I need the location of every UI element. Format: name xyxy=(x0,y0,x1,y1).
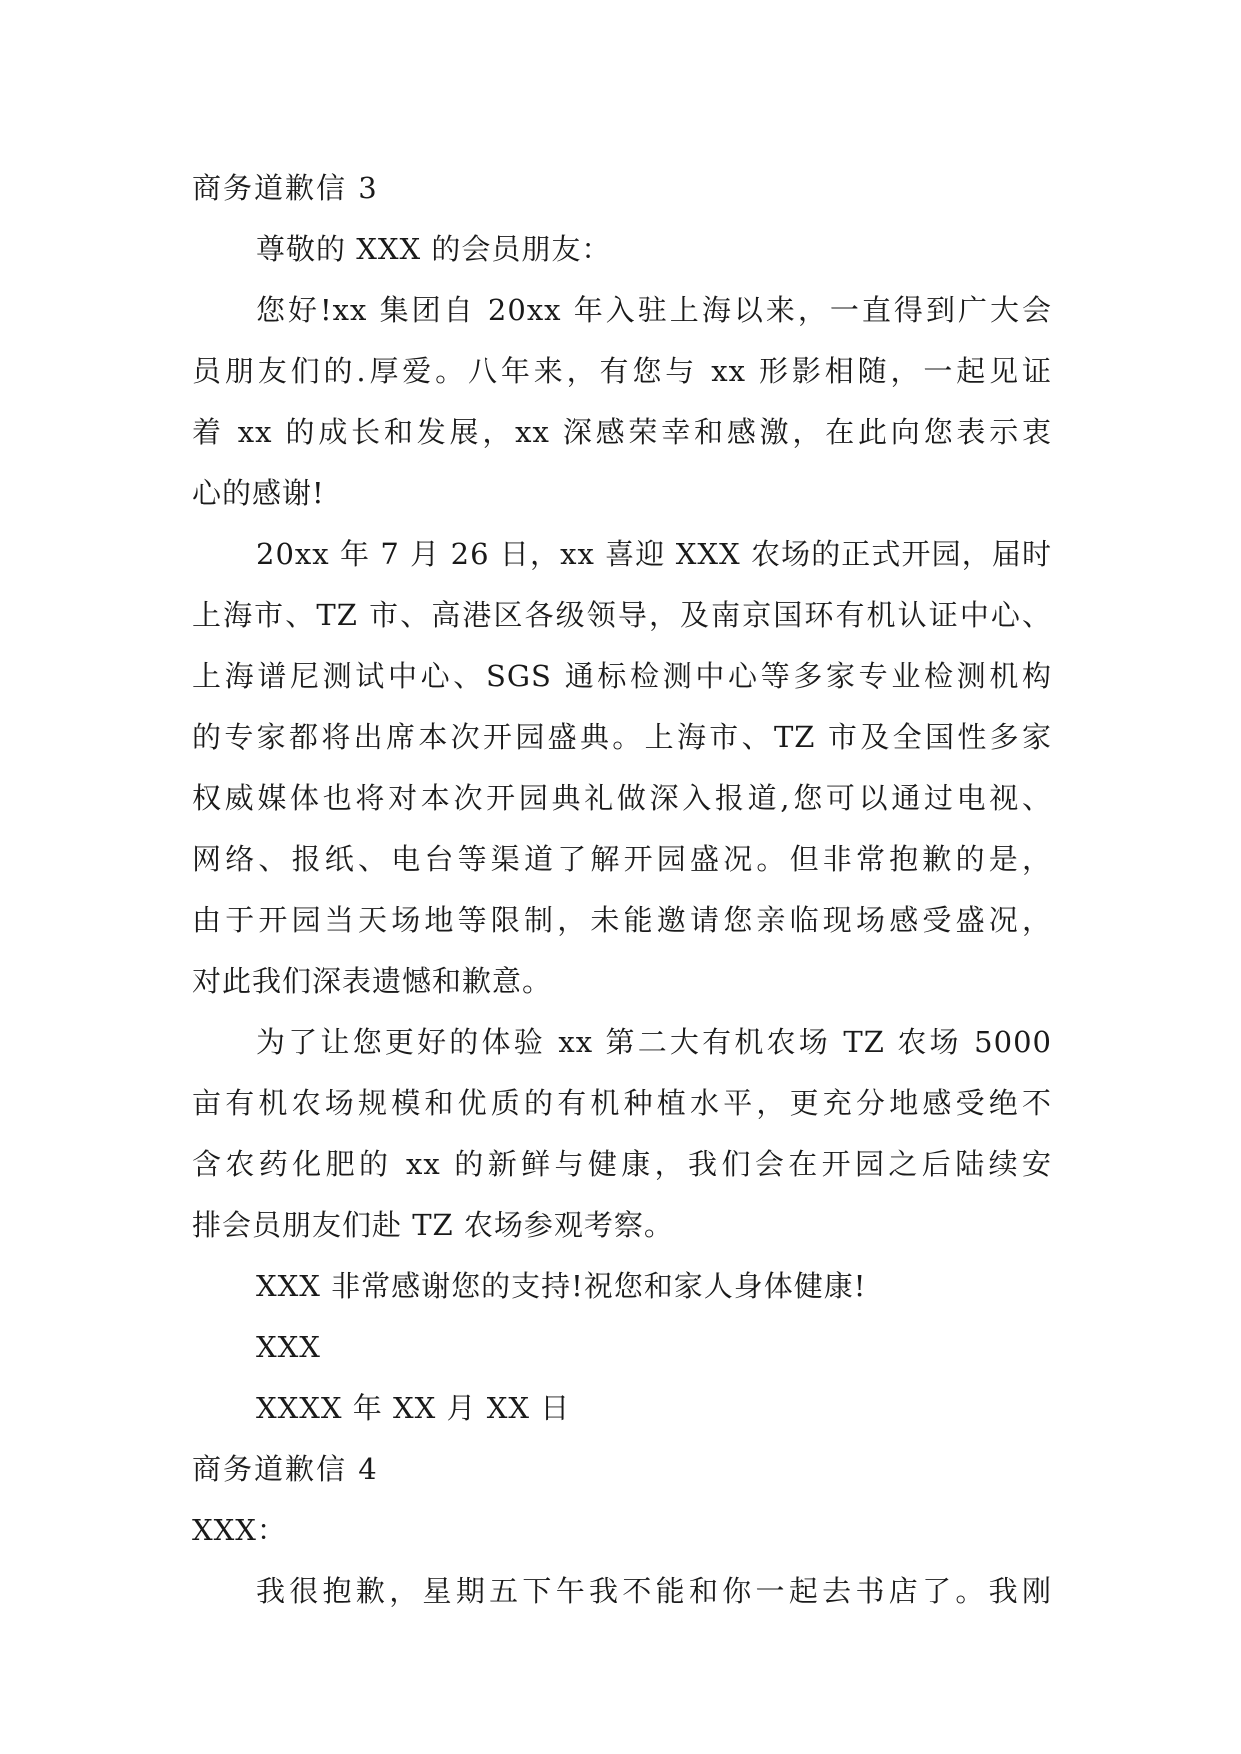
paragraph-line: 着 xx 的成长和发展，xx 深感荣幸和感激，在此向您表示衷 xyxy=(192,415,1052,449)
letter3-title: 商务道歉信 3 xyxy=(192,171,379,205)
paragraph-line: 对此我们深表遗憾和歉意。 xyxy=(192,964,553,998)
paragraph-line: 20xx 年 7 月 26 日，xx 喜迎 XXX 农场的正式开园，届时 xyxy=(256,537,1052,571)
paragraph-line: 上海市、TZ 市、高港区各级领导，及南京国环有机认证中心、 xyxy=(192,598,1052,632)
letter3-paragraph-1 xyxy=(192,280,1052,524)
paragraph-line: 您好!xx 集团自 20xx 年入驻上海以来，一直得到广大会 xyxy=(256,293,1052,327)
letter3-closing: XXX 非常感谢您的支持!祝您和家人身体健康! xyxy=(256,1269,867,1303)
paragraph-line: 心的感谢! xyxy=(192,476,325,510)
paragraph-line: 我很抱歉，星期五下午我不能和你一起去书店了。我刚 xyxy=(256,1574,1052,1608)
paragraph-line: 网络、报纸、电台等渠道了解开园盛况。但非常抱歉的是， xyxy=(192,842,1052,876)
paragraph-line: 亩有机农场规模和优质的有机种植水平，更充分地感受绝不 xyxy=(192,1086,1052,1120)
paragraph-line: 的专家都将出席本次开园盛典。上海市、TZ 市及全国性多家 xyxy=(192,720,1052,754)
letter3-salutation: 尊敬的 XXX 的会员朋友： xyxy=(256,232,612,266)
letter4-salutation: XXX： xyxy=(192,1513,287,1547)
paragraph-line: 由于开园当天场地等限制，未能邀请您亲临现场感受盛况， xyxy=(192,903,1052,937)
letter3-signature: XXX xyxy=(256,1330,321,1364)
paragraph-line: 排会员朋友们赴 TZ 农场参观考察。 xyxy=(192,1208,674,1242)
paragraph-line: 为了让您更好的体验 xx 第二大有机农场 TZ 农场 5000 xyxy=(256,1025,1052,1059)
paragraph-line: 含农药化肥的 xx 的新鲜与健康，我们会在开园之后陆续安 xyxy=(192,1147,1052,1181)
paragraph-line: 权威媒体也将对本次开园典礼做深入报道,您可以通过电视、 xyxy=(192,781,1052,815)
letter4-paragraph-1 xyxy=(192,1561,1052,1622)
letter3-paragraph-2 xyxy=(192,524,1052,1012)
paragraph-line: 上海谱尼测试中心、SGS 通标检测中心等多家专业检测机构 xyxy=(192,659,1052,693)
paragraph-line: 员朋友们的.厚爱。八年来，有您与 xx 形影相随，一起见证 xyxy=(192,354,1052,388)
letter3-paragraph-3 xyxy=(192,1012,1052,1256)
letter3-date: XXXX 年 XX 月 XX 日 xyxy=(256,1391,571,1425)
letter4-title: 商务道歉信 4 xyxy=(192,1452,379,1486)
document-body xyxy=(192,158,1052,1622)
